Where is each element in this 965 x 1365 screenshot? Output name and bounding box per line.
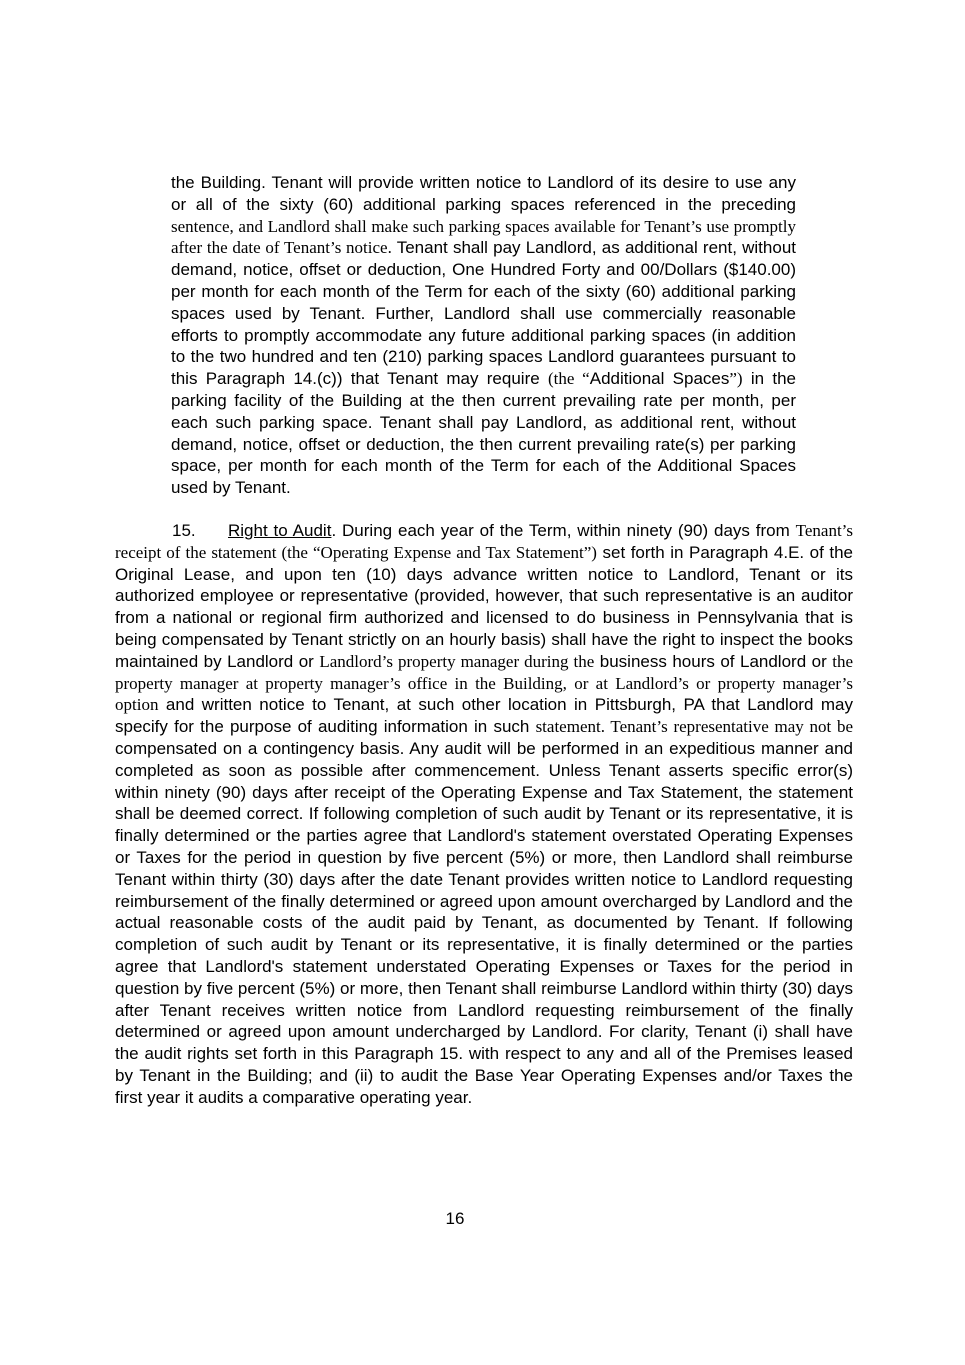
text-run: set forth in Paragraph 4.E. of the Original Lease, and upon ten (10) days advance written notice to Landlord, Tenant or its authorized employee or representative (provided, however, that such representative is an auditor from a national or regional firm authorized and licensed to do business in Pennsylvania that is being compensated by Tenant strictly on an hourly basis) shall have the right to inspect the books maintained by Landlord or (115, 542, 854, 671)
text-run-serif: ”) (729, 369, 743, 389)
parking-paragraph-continued (171, 172, 796, 499)
text-run-serif: sentence, and Landlord shall make such parking spaces available for Tenant’s use promptly after the date of Tenant’s notice. (171, 216, 796, 258)
text-run: business hours of Landlord or (594, 651, 833, 671)
text-run: the Building. Tenant will provide written notice to Landlord of its desire to use any or all of the sixty (60) additional parking spaces referenced in the preceding (171, 173, 796, 214)
text-run: compensated on a contingency basis. Any audit will be performed in an expeditious manner and completed as soon as possible after commencement. Unless Tenant asserts specific error(s) within ninety (90) days after receipt of the Operating Expense and Tax Statement, the statement shall be deemed correct. If following completion of such audit by Tenant or its representative, it is finally determined or the parties agree that Landlord's statement overstated Operating Expenses or Taxes for the period in question by five percent (5%) or more, then Landlord shall reimburse Tenant within thirty (30) days after the date Tenant provides written notice to Landlord requesting reimbursement of the finally determined or agreed upon amount overcharged by Landlord and the actual reasonable costs of the audit paid by Tenant, as documented by Tenant. If following completion of such audit by Tenant or its representative, it is finally determined or the parties agree that Landlord's statement understated Operating Expenses or Taxes for the period in question by five percent (5%) or more, then Tenant shall reimburse Landlord within thirty (30) days after Tenant receives written notice from Landlord requesting reimbursement of the finally determined or agreed upon amount undercharged by Landlord. For clarity, Tenant (i) shall have the audit rights set forth in this Paragraph 15. with respect to any and all of the Premises leased by Tenant in the Building; and (ii) to audit the Base Year Operating Expenses and/or Taxes the first year it audits a comparative operating year. (115, 738, 853, 1107)
text-run: . During each year of the Term, within ninety (90) days from (331, 521, 796, 540)
text-run: in the parking facility of the Building at the then current prevailing rate per month, per each such parking space. Tenant shall pay Landlord, as additional rent, without demand, notice, offset or deduction, the then current prevailing rate(s) per parking space, per month for each month of the Term for each of the Additional Spaces used by Tenant. (171, 369, 796, 498)
section-heading: Right to Audit (228, 521, 332, 540)
defined-term: Additional Spaces (589, 369, 730, 389)
section-15-paragraph (115, 520, 853, 1109)
page-number: 16 (445, 1209, 465, 1228)
text-run-serif: the property manager at property manager’s office in the Building, or at Landlord’s or property manager’s option (115, 651, 854, 715)
text-run-serif: Tenant’s receipt of the statement (the “Operating Expense and Tax Statement”) (115, 521, 854, 562)
text-run-serif: Landlord’s property manager during the (319, 651, 595, 671)
text-run-serif: statement. Tenant’s representative may not be (535, 717, 853, 737)
text-run: and written notice to Tenant, at such other location in Pittsburgh, PA that Landlord may specify for the purpose of auditing information in such (115, 695, 853, 737)
text-run: Tenant shall pay Landlord, as additional rent, without demand, notice, offset or deduction, One Hundred Forty and 00/Dollars ($140.00) per month for each month of the Term for each of the sixty (60) additional parking spaces used by Tenant. Further, Landlord shall use commercially reasonable efforts to promptly accommodate any future additional parking spaces (in addition to the two hundred and ten (210) parking spaces Landlord guarantees pursuant to this Paragraph 14.(c)) that Tenant may require (171, 238, 796, 389)
text-run-serif: (the “ (547, 369, 590, 389)
section-number: 15. (172, 521, 196, 540)
